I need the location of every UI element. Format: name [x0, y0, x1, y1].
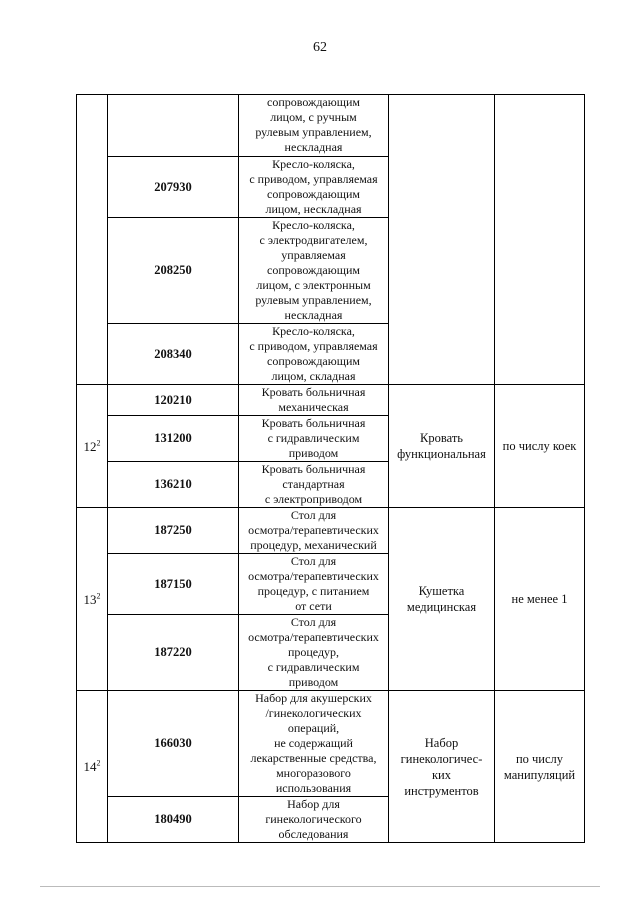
- code-cell: 208340: [108, 324, 239, 385]
- description-line: Кресло-коляска,: [272, 218, 355, 232]
- row-number-cell: [77, 508, 108, 691]
- bottom-rule: [40, 886, 600, 887]
- description-line: сопровождающим: [267, 187, 360, 201]
- description-line: Стол для: [290, 615, 337, 629]
- description-line: Стол для: [290, 508, 337, 522]
- description-line: сопровождающим: [267, 354, 360, 368]
- category-line: инструментов: [404, 783, 479, 798]
- description-line: процедур, механический: [250, 538, 377, 552]
- category-line: Набор: [424, 735, 459, 750]
- row-number-superscript: 2: [96, 758, 101, 768]
- description-cell: [239, 385, 389, 416]
- code-cell: [108, 95, 239, 157]
- description-line: с электроприводом: [264, 492, 363, 506]
- quantity-line: по числу: [515, 751, 564, 766]
- description-line: с гидравлическим: [267, 660, 360, 674]
- row-number-superscript: 2: [96, 591, 101, 601]
- description-line: Кровать больничная: [261, 385, 366, 399]
- description-line: осмотра/терапевтических: [248, 569, 379, 583]
- description-cell: [239, 95, 389, 157]
- category-line: медицинская: [406, 600, 477, 614]
- description-line: осмотра/терапевтических: [248, 630, 379, 644]
- category-line: Кушетка: [418, 584, 465, 598]
- description-line: механическая: [278, 400, 349, 414]
- equipment-table: [76, 94, 585, 843]
- description-cell: [239, 615, 389, 691]
- row-number-superscript: 2: [96, 438, 101, 448]
- table-body: [77, 95, 585, 843]
- description-line: лекарственные средства,: [250, 751, 377, 765]
- description-cell: [239, 691, 389, 797]
- quantity-line: манипуляций: [503, 767, 576, 782]
- description-line: с гидравлическим: [267, 431, 360, 445]
- description-line: с электродвигателем,: [259, 233, 368, 247]
- row-number-cell: [77, 385, 108, 508]
- description-line: от сети: [295, 599, 332, 613]
- quantity-cell: [495, 385, 585, 508]
- category-line: ких: [431, 767, 451, 782]
- category-line: гинекологичес-: [400, 751, 483, 766]
- description-line: Кровать больничная: [261, 416, 366, 430]
- description-line: Кровать больничная: [261, 462, 366, 476]
- description-line: рулевым управлением,: [255, 293, 372, 307]
- code-cell: 120210: [108, 385, 239, 416]
- description-line: рулевым управлением,: [255, 125, 372, 139]
- description-cell: [239, 462, 389, 508]
- category-cell: [389, 385, 495, 508]
- code-cell: 131200: [108, 416, 239, 462]
- description-cell: [239, 218, 389, 324]
- description-line: с приводом, управляемая: [249, 172, 378, 186]
- description-line: Кресло-коляска,: [272, 157, 355, 171]
- code-cell: 136210: [108, 462, 239, 508]
- description-line: /гинекологических: [265, 706, 362, 720]
- category-cell: [389, 508, 495, 691]
- description-line: сопровождающим: [267, 263, 360, 277]
- description-line: лицом, с электронным: [256, 278, 371, 292]
- row-number-cell: [77, 691, 108, 843]
- row-number: 14: [83, 759, 97, 774]
- description-line: процедур, с питанием: [257, 584, 370, 598]
- quantity-line: по числу коек: [502, 439, 577, 453]
- code-cell: 207930: [108, 157, 239, 218]
- row-number: 13: [83, 591, 97, 607]
- code-cell: 187150: [108, 554, 239, 615]
- quantity-line: не менее 1: [511, 592, 568, 606]
- description-cell: [239, 508, 389, 554]
- description-line: приводом: [288, 675, 339, 689]
- description-cell: [239, 324, 389, 385]
- description-line: операций,: [287, 721, 340, 735]
- description-line: Кресло-коляска,: [272, 324, 355, 338]
- description-line: с приводом, управляемая: [249, 339, 378, 353]
- category-cell: [389, 691, 495, 843]
- code-cell: 166030: [108, 691, 239, 797]
- quantity-cell: [495, 691, 585, 843]
- code-cell: 208250: [108, 218, 239, 324]
- description-line: лицом, с ручным: [270, 110, 357, 124]
- description-line: многоразового: [276, 766, 351, 780]
- description-cell: [239, 416, 389, 462]
- description-line: осмотра/терапевтических: [248, 523, 379, 537]
- table-row: [77, 385, 585, 416]
- description-cell: [239, 797, 389, 843]
- description-line: лицом, складная: [271, 369, 356, 383]
- category-line: функциональная: [397, 447, 486, 461]
- description-line: нескладная: [284, 140, 343, 154]
- description-cell: [239, 554, 389, 615]
- table-row: [77, 508, 585, 554]
- page-number: 62: [313, 40, 327, 55]
- quantity-cell: [495, 508, 585, 691]
- description-line: нескладная: [284, 308, 343, 322]
- row-number-cell: [77, 95, 108, 385]
- code-cell: 180490: [108, 797, 239, 843]
- table-row: [77, 691, 585, 797]
- description-cell: [239, 157, 389, 218]
- description-line: Набор для: [287, 797, 340, 811]
- category-cell: [389, 95, 495, 385]
- description-line: Стол для: [290, 554, 337, 568]
- code-cell: 187250: [108, 508, 239, 554]
- description-line: сопровождающим: [267, 95, 360, 109]
- description-line: не содержащий: [274, 736, 353, 750]
- description-line: стандартная: [282, 477, 345, 491]
- description-line: управляемая: [281, 248, 346, 262]
- description-line: гинекологического: [265, 812, 362, 826]
- description-line: процедур,: [287, 645, 340, 659]
- table-row: [77, 95, 585, 157]
- description-line: лицом, нескладная: [265, 202, 362, 216]
- row-number: 12: [83, 438, 97, 454]
- description-line: обследования: [278, 827, 349, 841]
- code-cell: 187220: [108, 615, 239, 691]
- description-line: использования: [275, 781, 352, 795]
- description-line: Набор для акушерских: [255, 691, 372, 705]
- category-line: Кровать: [420, 431, 463, 445]
- quantity-cell: [495, 95, 585, 385]
- description-line: приводом: [288, 446, 339, 460]
